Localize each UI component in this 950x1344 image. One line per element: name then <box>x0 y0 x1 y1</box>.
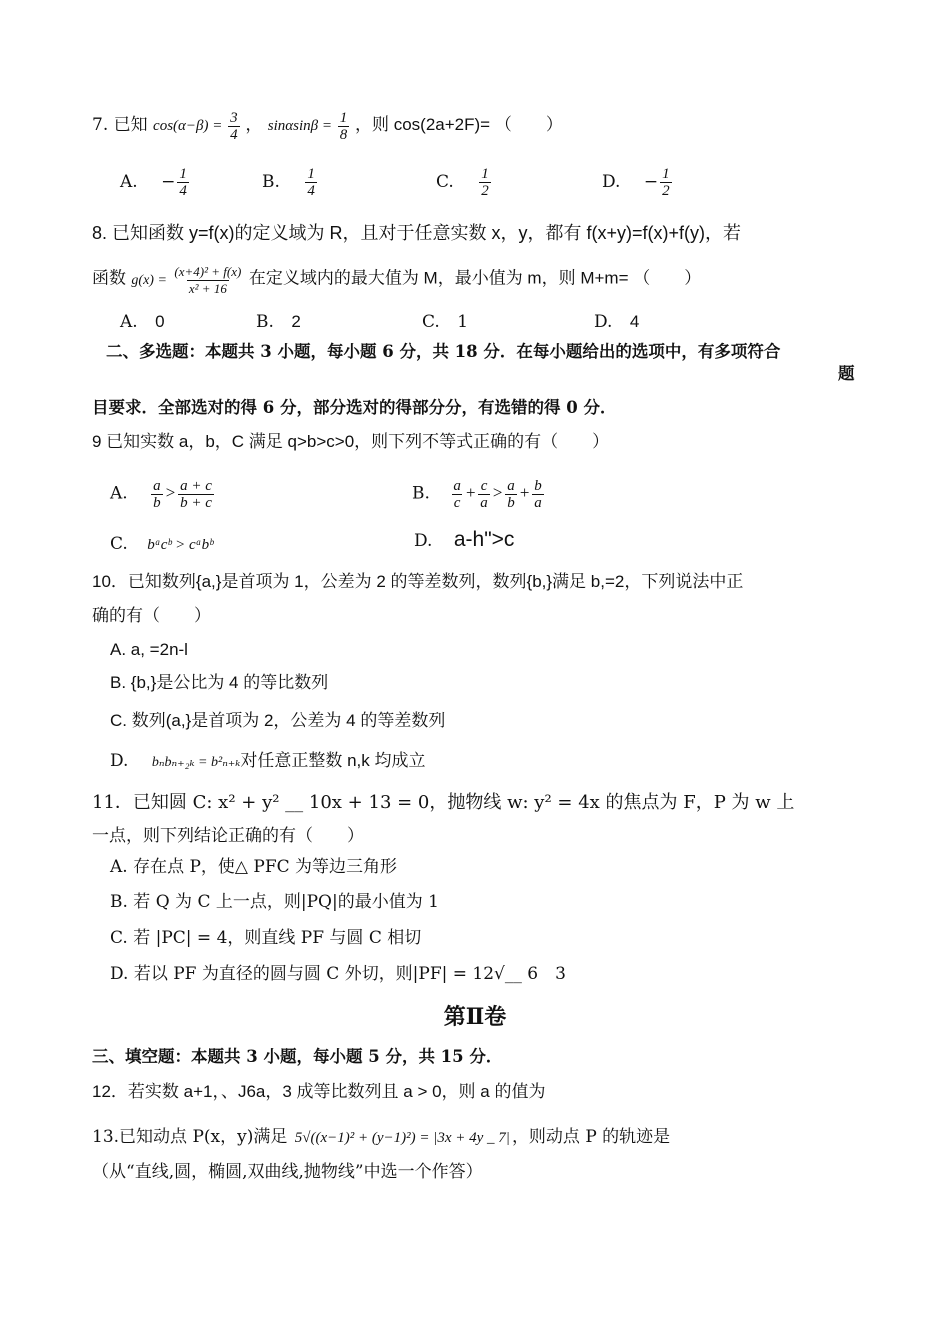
option-frac <box>479 166 491 199</box>
frac-num: c <box>480 478 488 494</box>
option-label: D. <box>594 312 613 332</box>
q8-g-expr <box>131 264 248 296</box>
q9-option-c <box>110 532 213 557</box>
q7-option-b <box>262 166 319 199</box>
option-label: D. <box>110 751 129 771</box>
option-value: 2 <box>291 312 301 331</box>
q9-a-lhs <box>151 478 163 511</box>
q11-option-c: C. 若 |PC| = 4，则直线 PF 与圆 C 相切 <box>110 928 422 948</box>
q10-line2: 确的有（ ） <box>92 606 211 626</box>
q13-tail: ，则动点 P 的轨迹是 <box>511 1127 671 1147</box>
option-label: C. <box>110 534 128 554</box>
q7-stem <box>92 110 563 143</box>
section2-heading-wrap: 题 <box>838 364 855 383</box>
frac-num: 1 <box>179 166 187 182</box>
q10-option-b: B. {b,}是公比为 4 的等比数列 <box>110 673 329 692</box>
q9-option-a <box>110 478 216 511</box>
frac-num: 1 <box>481 166 489 182</box>
q11-option-a: A. 存在点 P，使△ PFC 为等边三角形 <box>110 857 398 877</box>
frac-num: 3 <box>230 110 238 126</box>
frac-num: 1 <box>662 166 670 182</box>
frac <box>451 478 463 511</box>
option-label: A. <box>120 172 138 192</box>
q9-option-a-expr: $\frac{a}{b}$ > $\frac{a + c}{b + c}$ <box>153 478 212 511</box>
q11-option-d: D. 若以 PF 为直径的圆与圆 C 外切，则|PF| = 12√__ 6 3 <box>110 964 566 984</box>
q8-g-left: g(x) = <box>131 272 167 288</box>
q7-comma: ， <box>245 114 263 135</box>
q9-option-c-expr: bᵃcᵇ > cᵃbᵇ <box>147 537 214 553</box>
frac-num: a <box>453 478 461 494</box>
part2-title: 第Ⅱ卷 <box>443 1004 507 1030</box>
q9-option-d <box>414 528 514 553</box>
frac-num: 1 <box>339 110 348 126</box>
frac <box>505 478 517 511</box>
q9-a-rhs <box>178 478 214 511</box>
q13-prefix: 13.已知动点 P(x，y)满足 <box>92 1127 288 1147</box>
q10-option-d-tail: 对任意正整数 n,k 均成立 <box>240 751 426 770</box>
q10-option-d <box>110 749 426 775</box>
q7-expr1-frac <box>228 110 240 143</box>
q8-g-frac <box>172 264 243 297</box>
option-label: A. <box>110 483 128 504</box>
option-value: 0 <box>155 312 165 331</box>
section2-heading-line2: 目要求．全部选对的得 6 分，部分选对的得部分分，有选错的得 0 分． <box>92 398 617 417</box>
q13-line2: （从“直线,圆，椭圆,双曲线,抛物线”中选一个作答） <box>92 1162 483 1182</box>
q9-option-b-expr: $\frac{a}{c}$ + $\frac{c}{a}$ > $\frac{a}{b}$ + $\frac{b}{a}$ <box>453 478 542 511</box>
frac <box>532 478 544 511</box>
frac-den: c <box>453 495 461 511</box>
frac-num: b <box>534 478 542 494</box>
frac-num: (x+4)² + f(x) <box>174 264 242 279</box>
frac-den: 8 <box>339 127 348 143</box>
q8-line2 <box>92 264 701 297</box>
option-frac <box>660 166 672 199</box>
q12-stem: 12．若实数 a+1，、J6a，3 成等比数列且 a > 0，则 a 的值为 <box>92 1082 546 1101</box>
option-label: C. <box>422 312 440 332</box>
frac-den: 4 <box>230 127 238 143</box>
option-value: 1 <box>457 312 469 332</box>
q8-option-a <box>120 310 165 334</box>
q7-option-a <box>120 166 191 199</box>
q10-option-a: A. a, =2n-l <box>110 640 188 659</box>
option-label: B. <box>256 312 274 332</box>
q9-stem: 9 已知实数 a，b，C 满足 q>b>c>0，则下列不等式正确的有（ ） <box>92 432 610 451</box>
q9-option-d-expr: a-h">c <box>453 528 515 551</box>
option-label: B. <box>262 172 280 192</box>
option-frac <box>177 166 189 199</box>
frac-den: 4 <box>179 183 187 199</box>
frac-den: 2 <box>662 183 670 199</box>
frac-den: a <box>534 495 542 511</box>
q7-expr2-frac <box>338 110 350 143</box>
q13-line1 <box>92 1125 670 1150</box>
frac-num: a <box>153 478 161 494</box>
q11-line1: 11．已知圆 C: x² + y² __ 10x + 13 = 0，抛物线 w: y² = 4x 的焦点为 F，P 为 w 上 <box>92 792 795 813</box>
option-label: B. <box>412 483 430 504</box>
q8-option-d <box>594 310 639 334</box>
option-value: 4 <box>629 312 640 331</box>
option-label: D. <box>602 172 621 192</box>
option-frac <box>305 166 317 199</box>
frac-den: 4 <box>307 183 315 199</box>
q8-line1: 8. 已知函数 y=f(x)的定义域为 R，且对于任意实数 x，y，都有 f(x+y)=f(x)+f(y)，若 <box>92 223 742 243</box>
option-sign: − <box>161 172 176 192</box>
option-sign: − <box>643 172 659 192</box>
q8-tail: 在定义域内的最大值为 M，最小值为 m，则 M+m= （ ） <box>248 268 702 288</box>
q10-line1: 10．已知数列{a,}是首项为 1，公差为 2 的等差数列，数列{b,}满足 b,=2，下列说法中正 <box>92 572 744 591</box>
q7-expr1-left: cos(α−β) = <box>153 117 223 134</box>
q10-option-c: C. 数列(a,}是首项为 2，公差为 4 的等差数列 <box>110 711 446 730</box>
q8-option-b <box>256 310 301 334</box>
frac-den: 2 <box>481 183 489 199</box>
q7-tail: ，则 cos(2a+2F)= （ ） <box>355 114 563 134</box>
frac-den: a <box>480 495 488 511</box>
q8-option-c <box>422 310 468 334</box>
q7-number: 7. 已知 <box>92 114 148 135</box>
frac-den: x² + 16 <box>188 281 227 296</box>
frac-num: 1 <box>307 166 315 182</box>
q7-option-d <box>602 166 674 199</box>
frac-num: a <box>507 478 515 494</box>
frac-den: b + c <box>180 495 212 511</box>
option-label: D. <box>414 531 433 551</box>
section2-heading-line1: 二、多选题：本题共 3 小题，每小题 6 分，共 18 分．在每小题给出的选项中，有多项符合 <box>106 342 781 361</box>
frac-den: b <box>507 495 515 511</box>
q7-expr1 <box>153 110 245 143</box>
frac <box>478 478 490 511</box>
q7-option-c <box>436 166 493 199</box>
q11-line2: 一点，则下列结论正确的有（ ） <box>92 826 364 846</box>
frac-num: a + c <box>180 478 212 494</box>
q10-option-d-expr: bₙbₙ₊₂ₖ = b²ₙ₊ₖ <box>151 755 241 770</box>
q13-expr: 5√((x−1)² + (y−1)²) = |3x + 4y _ 7| <box>294 1130 510 1146</box>
q7-expr2 <box>267 110 355 143</box>
q9-option-b <box>412 478 546 511</box>
q7-expr2-left: sinαsinβ = <box>267 117 332 134</box>
q8-prefix: 函数 <box>92 268 126 289</box>
section3-heading: 三、填空题：本题共 3 小题，每小题 5 分，共 15 分． <box>92 1047 503 1066</box>
q11-option-b: B. 若 Q 为 C 上一点，则|PQ|的最小值为 1 <box>110 892 439 912</box>
option-label: A. <box>120 312 138 332</box>
option-label: C. <box>436 172 454 192</box>
frac-den: b <box>153 495 161 511</box>
